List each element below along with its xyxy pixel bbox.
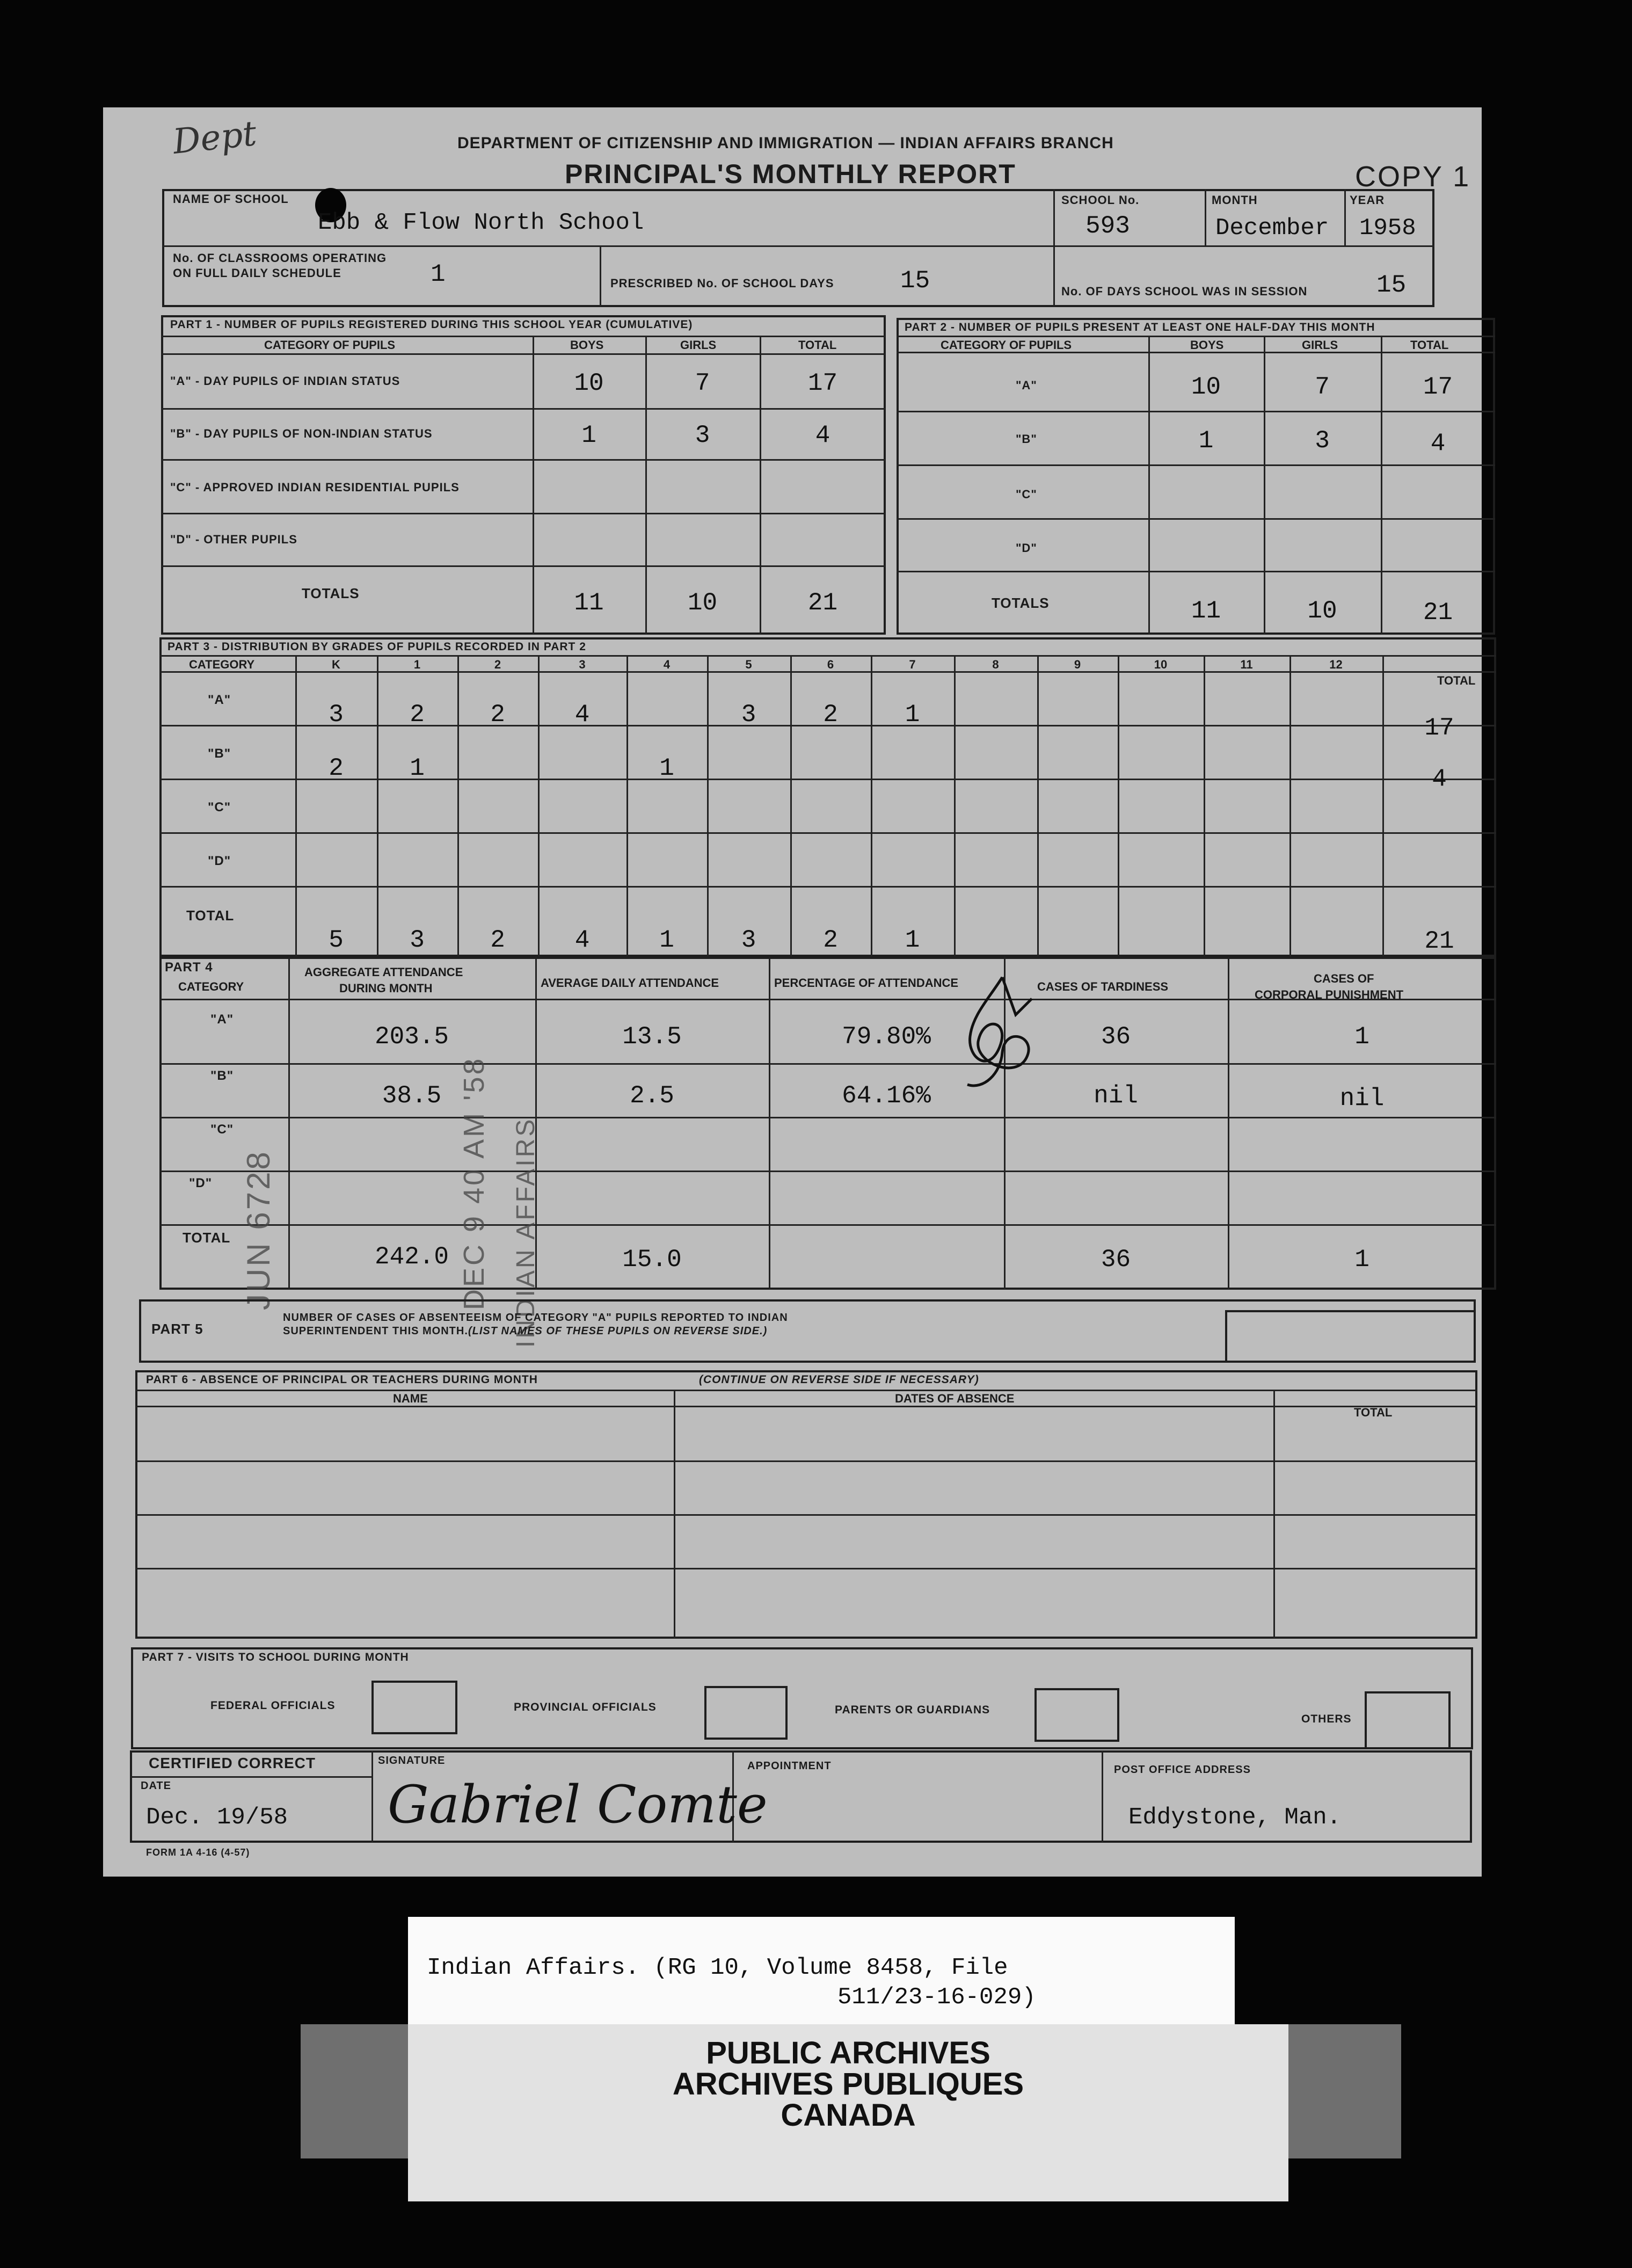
part4-percentage: 79.80% (842, 1023, 931, 1051)
part4-row-label: "D" (189, 1176, 213, 1190)
part4-col-percentage: PERCENTAGE OF ATTENDANCE (774, 976, 959, 990)
part2-col-total: TOTAL (1410, 338, 1449, 352)
part1-cell: 4 (815, 421, 830, 449)
part4-row-label: TOTAL (183, 1230, 231, 1246)
part3-cell: 1 (659, 754, 674, 782)
part4-percentage: 64.16% (842, 1082, 931, 1110)
part4-col-aggregate-2: DURING MONTH (339, 982, 433, 995)
part4-punishment: nil (1339, 1085, 1385, 1113)
month-label: MONTH (1212, 193, 1258, 207)
part7-parents-label: PARENTS OR GUARDIANS (835, 1704, 990, 1716)
part3-grade-header: 1 (413, 658, 421, 671)
part3-cell: 3 (410, 926, 425, 954)
part3-cell: 2 (490, 926, 505, 954)
part7-provincial-label: PROVINCIAL OFFICIALS (514, 1701, 657, 1713)
part3-col-total: TOTAL (1437, 674, 1476, 687)
part3-row-label: "A" (208, 693, 231, 707)
part3-cell: 1 (905, 926, 920, 954)
part3-cell: 4 (574, 926, 590, 954)
part2-table (897, 318, 1495, 635)
part3-grade-header: 6 (827, 658, 834, 671)
part4-punishment: 1 (1354, 1246, 1369, 1274)
part3-grade-header: 5 (745, 658, 752, 671)
post-office-address: Eddystone, Man. (1128, 1804, 1342, 1831)
part5-count-box (1225, 1310, 1476, 1363)
part2-col-girls: GIRLS (1302, 338, 1338, 352)
part3-grade-header: 12 (1329, 658, 1343, 671)
part3-cell: 3 (741, 926, 756, 954)
part4-row-label: "C" (210, 1122, 234, 1137)
classrooms-value: 1 (431, 260, 446, 288)
year-value: 1958 (1359, 215, 1416, 242)
classrooms-label: No. OF CLASSROOMS OPERATING (173, 251, 387, 265)
part5-text-3: (LIST NAMES OF THESE PUPILS ON REVERSE SIDE.) (468, 1325, 768, 1337)
part3-row-label: TOTAL (186, 907, 235, 924)
form-title: PRINCIPAL'S MONTHLY REPORT (565, 159, 1016, 189)
part4-aggregate: 203.5 (374, 1023, 449, 1051)
part7-others-box (1365, 1691, 1451, 1749)
received-stamp-branch: INDIAN AFFAIRS (512, 1117, 540, 1348)
part1-cell: 3 (695, 421, 710, 449)
part1-col-boys: BOYS (570, 338, 604, 352)
part1-row-label: "B" - DAY PUPILS OF NON-INDIAN STATUS (170, 427, 433, 440)
part4-col-tardiness: CASES OF TARDINESS (1037, 980, 1169, 993)
signature-label: SIGNATURE (378, 1755, 446, 1767)
archive-reference-label (408, 1917, 1235, 2040)
prescribed-days-value: 15 (900, 267, 930, 295)
part4-tardiness: nil (1094, 1082, 1138, 1110)
date-label: DATE (141, 1780, 171, 1792)
part1-col-category: CATEGORY OF PUPILS (264, 338, 396, 352)
part1-title: PART 1 - NUMBER OF PUPILS REGISTERED DURING THIS SCHOOL YEAR (CUMULATIVE) (170, 318, 693, 331)
part2-row-label: "A" (1016, 379, 1037, 392)
archives-line-2: ARCHIVES PUBLIQUES (672, 2067, 1024, 2102)
part7-provincial-box (704, 1686, 788, 1740)
part3-cell: 1 (905, 701, 920, 729)
part2-cell: 17 (1423, 373, 1453, 401)
received-stamp: DEC 9 40 AM '58 (458, 1056, 490, 1310)
received-stamp-number: JUN 6728 (241, 1150, 276, 1310)
part3-cell: 1 (659, 926, 674, 954)
department-line: DEPARTMENT OF CITIZENSHIP AND IMMIGRATION — INDIAN AFFAIRS BRANCH (457, 134, 1114, 152)
part4-col-punishment: CASES OF (1314, 972, 1374, 985)
part1-row-label: TOTALS (302, 585, 360, 601)
prescribed-days-label: PRESCRIBED No. OF SCHOOL DAYS (610, 277, 834, 290)
part3-row-label: "B" (208, 746, 231, 761)
post-office-label: POST OFFICE ADDRESS (1114, 1764, 1251, 1776)
part2-row-label: "D" (1016, 541, 1037, 555)
reference-line-1: Indian Affairs. (RG 10, Volume 8458, File (427, 1954, 1008, 1981)
part4-row-label: "A" (210, 1012, 234, 1027)
part2-cell: 3 (1315, 427, 1330, 455)
school-no-label: SCHOOL No. (1061, 193, 1140, 207)
copy-label: COPY 1 (1355, 161, 1471, 193)
year-label: YEAR (1350, 193, 1385, 207)
part3-grade-header: 3 (579, 658, 586, 671)
part3-title: PART 3 - DISTRIBUTION BY GRADES OF PUPILS RECORDED IN PART 2 (167, 641, 586, 653)
part3-cell: 5 (329, 926, 344, 954)
school-no: 593 (1085, 212, 1130, 240)
part3-total-cell: 4 (1432, 765, 1447, 793)
part2-cell: 11 (1191, 597, 1221, 625)
part1-cell: 1 (581, 421, 596, 449)
part1-cell: 21 (807, 589, 838, 617)
part2-row-label: "C" (1016, 488, 1037, 501)
part4-aggregate: 38.5 (382, 1082, 442, 1110)
school-name: Ebb & Flow North School (318, 209, 644, 236)
part4-aggregate: 242.0 (374, 1243, 449, 1271)
part5-text-2: SUPERINTENDENT THIS MONTH. (283, 1325, 468, 1337)
session-days-label: No. OF DAYS SCHOOL WAS IN SESSION (1061, 285, 1308, 298)
part2-row-label: "B" (1016, 432, 1037, 446)
part3-cell: 2 (490, 701, 505, 729)
part4-col-punishment-2: CORPORAL PUNISHMENT (1255, 988, 1404, 1001)
part4-average: 13.5 (622, 1023, 682, 1051)
certified-correct-label: CERTIFIED CORRECT (149, 1755, 316, 1771)
part4-average: 2.5 (630, 1082, 674, 1110)
school-name-label: NAME OF SCHOOL (173, 192, 289, 206)
part3-grade-header: 4 (663, 658, 671, 671)
part4-row-label: "B" (210, 1068, 234, 1083)
part4-punishment: 1 (1354, 1023, 1369, 1051)
archives-line-3: CANADA (781, 2098, 916, 2133)
part1-row-label: "A" - DAY PUPILS OF INDIAN STATUS (170, 374, 400, 388)
part3-grade-header: 7 (909, 658, 916, 671)
part5-text: NUMBER OF CASES OF ABSENTEEISM OF CATEGORY "A" PUPILS REPORTED TO INDIAN (283, 1312, 788, 1324)
form-code: FORM 1A 4-16 (4-57) (146, 1847, 250, 1858)
part7-title: PART 7 - VISITS TO SCHOOL DURING MONTH (142, 1651, 409, 1663)
part3-col-category: CATEGORY (189, 658, 255, 671)
part6-note: (CONTINUE ON REVERSE SIDE IF NECESSARY) (699, 1373, 979, 1386)
part2-row-label: TOTALS (992, 595, 1050, 611)
part6-title: PART 6 - ABSENCE OF PRINCIPAL OR TEACHERS DURING MONTH (146, 1373, 538, 1386)
part3-cell: 4 (574, 701, 590, 729)
part1-cell: 10 (687, 589, 718, 617)
part7-federal-box (371, 1681, 457, 1734)
part4-col-aggregate: AGGREGATE ATTENDANCE (304, 965, 463, 979)
appointment-label: APPOINTMENT (747, 1760, 832, 1772)
part1-row-label: "D" - OTHER PUPILS (170, 533, 297, 546)
part4-tardiness: 36 (1101, 1246, 1131, 1274)
part5-title: PART 5 (151, 1321, 203, 1337)
margin-note: Dept (171, 114, 259, 162)
part4-tardiness: 36 (1101, 1023, 1131, 1051)
part7-others-label: OTHERS (1301, 1713, 1352, 1725)
part1-col-girls: GIRLS (680, 338, 717, 352)
part3-cell: 2 (329, 754, 344, 782)
part3-cell: 2 (823, 701, 838, 729)
part3-cell: 2 (410, 701, 425, 729)
certification-date: Dec. 19/58 (146, 1804, 288, 1831)
part3-grade-header: K (332, 658, 340, 671)
part3-table (159, 637, 1496, 957)
classrooms-label-2: ON FULL DAILY SCHEDULE (173, 266, 341, 280)
part2-cell: 4 (1430, 430, 1446, 457)
part2-cell: 10 (1191, 373, 1221, 401)
part2-col-category: CATEGORY OF PUPILS (941, 338, 1072, 352)
reference-line-2: 511/23-16-029) (837, 1984, 1036, 2011)
part3-cell: 1 (410, 754, 425, 782)
part3-cell: 2 (823, 926, 838, 954)
part4-title: PART 4 (165, 960, 213, 975)
archives-line-1: PUBLIC ARCHIVES (706, 2036, 990, 2070)
part3-cell: 3 (741, 701, 756, 729)
month-value: December (1215, 215, 1329, 242)
initials-scribble (951, 966, 1048, 1095)
part1-row-label: "C" - APPROVED INDIAN RESIDENTIAL PUPILS (170, 481, 460, 494)
part3-total-cell: 17 (1424, 714, 1454, 742)
part4-average: 15.0 (622, 1246, 682, 1274)
part4-col-category: CATEGORY (178, 980, 244, 993)
part3-grade-header: 11 (1240, 658, 1253, 671)
part1-col-total: TOTAL (798, 338, 837, 352)
part1-cell: 17 (807, 369, 838, 397)
part3-grade-header: 9 (1074, 658, 1081, 671)
part3-grade-header: 8 (992, 658, 999, 671)
part2-title: PART 2 - NUMBER OF PUPILS PRESENT AT LEAST ONE HALF-DAY THIS MONTH (905, 321, 1375, 333)
part6-table (135, 1370, 1477, 1639)
part2-cell: 21 (1423, 599, 1453, 627)
part2-cell: 10 (1307, 597, 1337, 625)
part2-cell: 7 (1315, 373, 1330, 401)
part7-federal-label: FEDERAL OFFICIALS (210, 1699, 336, 1712)
part7-parents-box (1034, 1688, 1119, 1742)
part3-cell: 3 (329, 701, 344, 729)
part1-cell: 11 (574, 589, 604, 617)
part2-col-boys: BOYS (1190, 338, 1224, 352)
part4-table (159, 957, 1496, 1290)
session-days-value: 15 (1376, 271, 1407, 299)
part1-table (161, 315, 886, 635)
part4-col-average: AVERAGE DAILY ATTENDANCE (541, 976, 719, 990)
part3-grade-header: 10 (1154, 658, 1168, 671)
part6-col-dates: DATES OF ABSENCE (895, 1392, 1015, 1405)
part6-col-name: NAME (393, 1392, 428, 1405)
signature: Gabriel Comte (388, 1775, 768, 1835)
part3-row-label: "D" (208, 854, 231, 868)
report-form (103, 107, 1482, 1877)
part3-grade-header: 2 (494, 658, 501, 671)
part1-cell: 7 (695, 369, 710, 397)
part1-cell: 10 (574, 369, 604, 397)
part3-total-cell: 21 (1424, 927, 1454, 955)
part6-col-total: TOTAL (1354, 1406, 1393, 1419)
part3-row-label: "C" (208, 800, 231, 815)
part2-cell: 1 (1198, 427, 1214, 455)
